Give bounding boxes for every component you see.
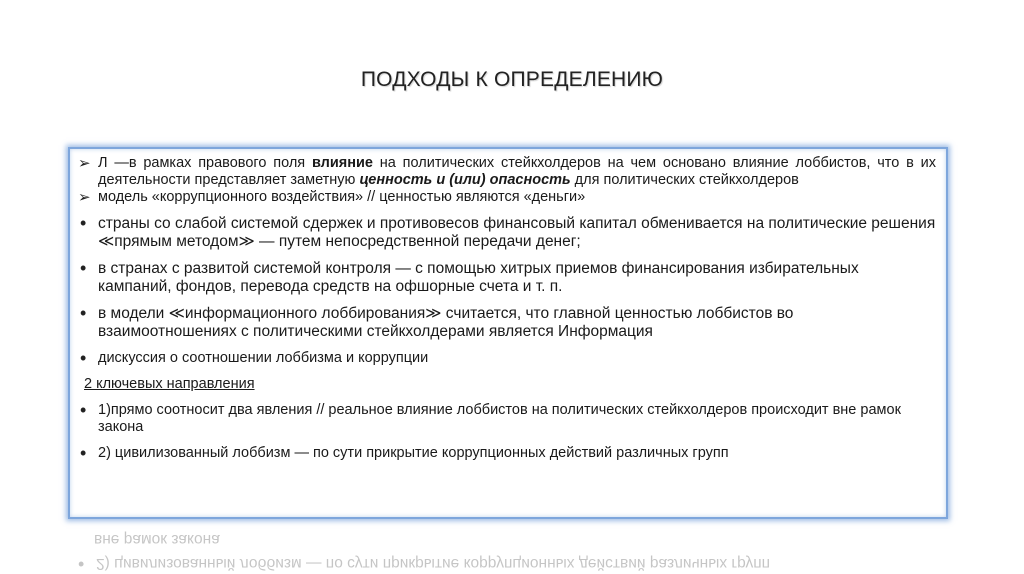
- dot-bullet-icon: •: [80, 213, 87, 233]
- list-item-civilized-lobbying: [78, 445, 936, 462]
- arrow-bullet-icon: ➢: [78, 189, 91, 206]
- list-item-corruption-model: [78, 189, 936, 206]
- dot-bullet-icon: •: [80, 303, 87, 323]
- item-text: в странах с развитой системой контроля — с помощью хитрых приемов финансирования избирательных кампаний, фондов, перевода средств на офшорные счета и т. п.: [98, 260, 859, 295]
- text-segment: на политических стейкхолдеров на чем основано влияние лоббистов, что в их деятельности представляет заметную: [98, 155, 936, 188]
- list-item-weak-system: [78, 215, 936, 251]
- reflection-line: [76, 530, 770, 548]
- reflection-line: [76, 554, 770, 572]
- bold-segment: влияние: [311, 155, 373, 171]
- item-text: 1)прямо соотносит два явления // реальное влияние лоббистов на политических стейкхолдеров происходит вне рамок закона: [98, 402, 901, 435]
- content-box: [68, 147, 948, 519]
- slide-title: ПОДХОДЫ К ОПРЕДЕЛЕНИЮ: [360, 68, 664, 91]
- item-text: дискуссия о соотношении лоббизма и коррупции: [98, 350, 429, 366]
- dot-bullet-icon: •: [80, 348, 87, 368]
- arrow-bullet-icon: ➢: [78, 155, 91, 172]
- dot-bullet-icon: •: [80, 400, 87, 420]
- list-item-direct-relation: [78, 402, 936, 436]
- item-text: модель «коррупционного воздействия» // ценностью являются «деньги»: [98, 189, 586, 205]
- reflection-text: 2) цивилизованный лоббизм — по сути прикрытие коррупционных действий различных групп: [96, 555, 771, 572]
- dot-bullet-icon: •: [80, 258, 87, 278]
- list-item-discussion: [78, 350, 936, 367]
- text-segment: для политических стейкхолдеров: [570, 172, 799, 188]
- item-text: 2) цивилизованный лоббизм — по сути прикрытие коррупционных действий различных групп: [98, 445, 729, 461]
- item-text: в модели ≪информационного лоббирования≫ считается, что главной ценностью лоббистов во взаимоотношениях с политическими стейкхолдерами является Информация: [98, 305, 794, 340]
- list-item-developed-system: [78, 260, 936, 296]
- section-heading: 2 ключевых направления: [84, 376, 255, 392]
- dot-bullet-icon: •: [78, 554, 85, 574]
- dot-bullet-icon: •: [80, 443, 87, 463]
- item-text: страны со слабой системой сдержек и противовесов финансовый капитал обменивается на политические решения ≪прямым методом≫ — путем непосредственной передачи денег;: [98, 215, 936, 250]
- item-text: [98, 155, 936, 189]
- bold-italic-segment: ценность и (или) опасность: [359, 172, 571, 188]
- text-segment: Л —в рамках правового поля: [98, 155, 312, 171]
- content-reflection: [68, 528, 948, 574]
- list-item-information-lobbying: [78, 305, 936, 341]
- reflection-text: вне рамок закона: [94, 531, 220, 548]
- list-item-lobby-definition: [78, 155, 936, 189]
